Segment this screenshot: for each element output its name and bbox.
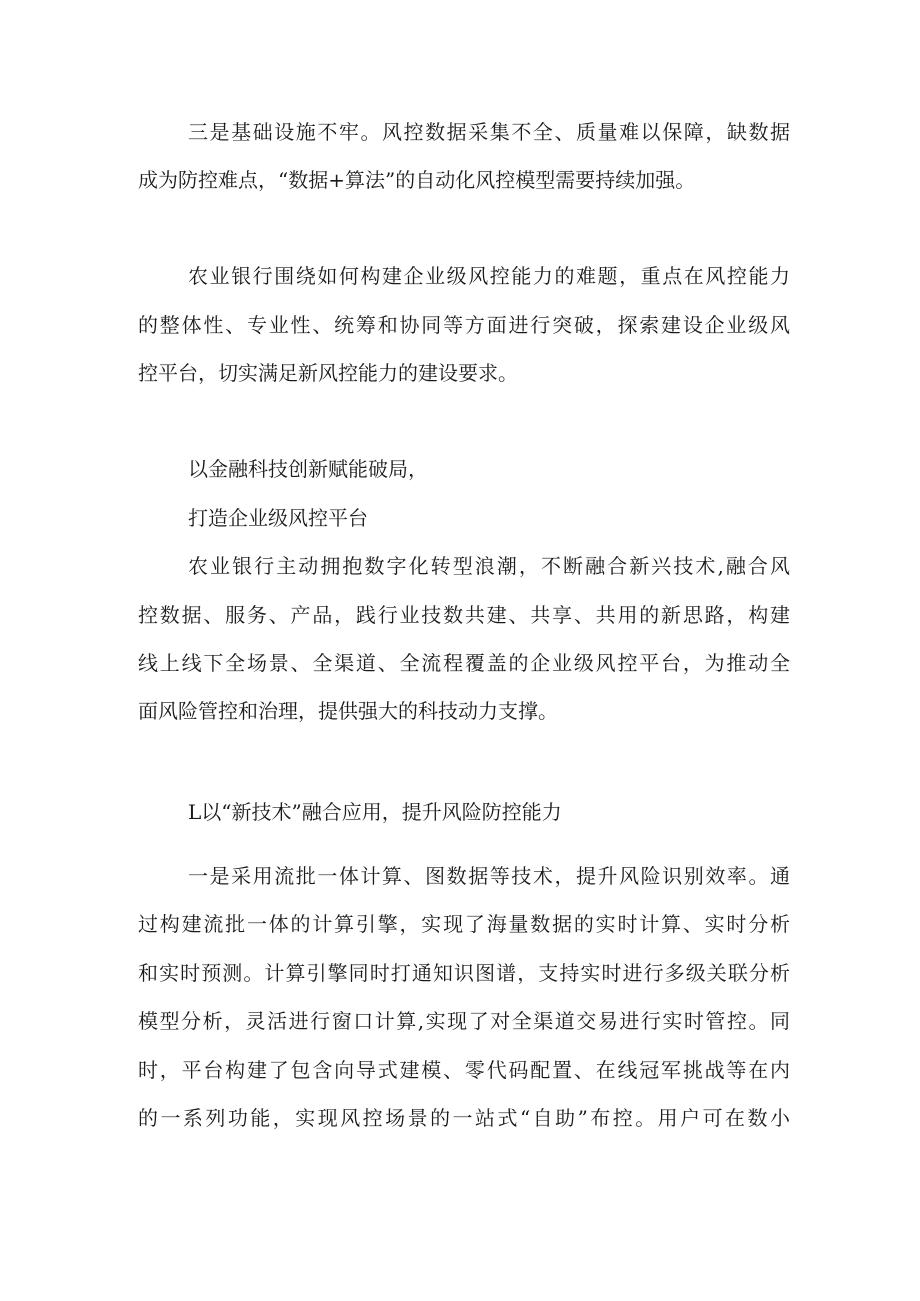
- para1-line-1: 三是基础设施不牢。风控数据采集不全、质量难以保障，缺数据: [188, 120, 790, 144]
- para4-line-6: 的一系列功能，实现风控场景的一站式“自助”布控。用户可在数小: [138, 1106, 790, 1130]
- para4-line-1: 一是采用流批一体计算、图数据等技术，提升风险识别效率。通: [188, 864, 790, 888]
- para3-line-4: 面风险管控和治理，提供强大的科技动力支撑。: [138, 699, 558, 723]
- para2-line-1: 农业银行围绕如何构建企业级风控能力的难题，重点在风控能力: [188, 264, 790, 288]
- para2-line-2: 的整体性、专业性、统筹和协同等方面进行突破，探索建设企业级风: [138, 313, 790, 337]
- heading1-line-1: 以金融科技创新赋能破局，: [188, 457, 428, 481]
- para1-line-2: 成为防控难点，“数据+算法”的自动化风控模型需要持续加强。: [138, 168, 696, 192]
- para2-line-3: 控平台，切实满足新风控能力的建设要求。: [138, 361, 518, 385]
- para4-line-5: 时，平台构建了包含向导式建模、零代码配置、在线冠军挑战等在内: [138, 1058, 790, 1082]
- para3-line-2: 控数据、服务、产品，践行业技数共建、共享、共用的新思路，构建: [138, 603, 790, 627]
- para4-line-4: 模型分析，灵活进行窗口计算,实现了对全渠道交易进行实时管控。同: [138, 1009, 790, 1033]
- heading1-line-2: 打造企业级风控平台: [188, 506, 368, 530]
- para3-line-1: 农业银行主动拥抱数字化转型浪潮，不断融合新兴技术,融合风: [188, 554, 790, 578]
- heading2: L以“新技术”融合应用，提升风险防控能力: [188, 800, 562, 824]
- para4-line-2: 过构建流批一体的计算引擎，实现了海量数据的实时计算、实时分析: [138, 912, 790, 936]
- para4-line-3: 和实时预测。计算引擎同时打通知识图谱，支持实时进行多级关联分析: [138, 961, 790, 985]
- para3-line-3: 线上线下全场景、全渠道、全流程覆盖的企业级风控平台，为推动全: [138, 651, 790, 675]
